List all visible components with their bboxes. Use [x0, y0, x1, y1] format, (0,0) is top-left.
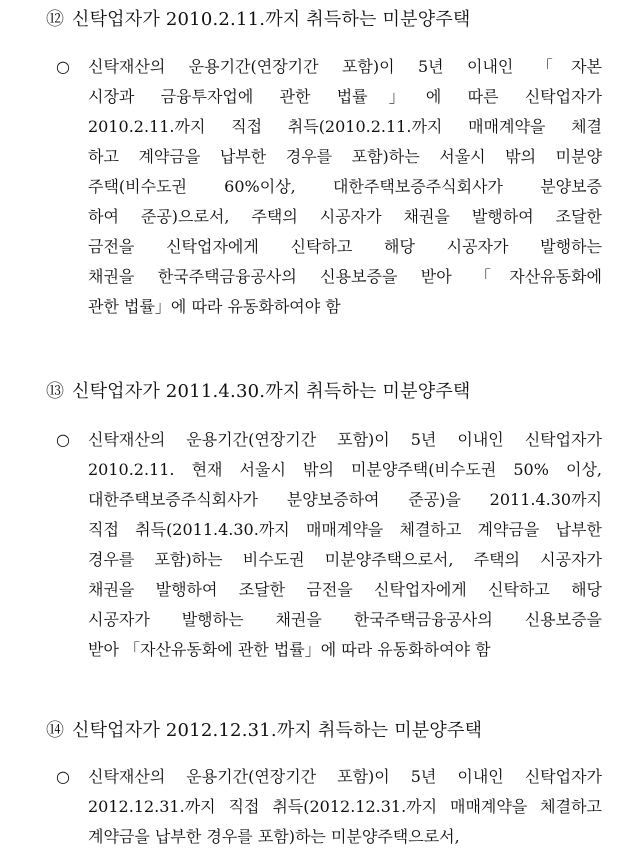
paragraph-line: 채권을 한국주택금융공사의 신용보증을 받아 「자산유동화에 — [88, 267, 602, 286]
paragraph-line: 신탁재산의 운용기간(연장기간 포함)이 5년 이내인 「자본 — [88, 57, 602, 76]
paragraph-line: 채권을 발행하여 조달한 금전을 신탁업자에게 신탁하고 해당 — [88, 580, 602, 599]
bullet-icon: ○ — [56, 430, 70, 449]
paragraph-line: 하여 준공)으로서, 주택의 시공자가 채권을 발행하여 조달한 — [88, 207, 602, 226]
paragraph-line: 받아 「자산유동화에 관한 법률」에 따라 유동화하여야 함 — [88, 640, 491, 659]
section-heading-14 — [46, 720, 482, 742]
section-number: ⑫ — [46, 9, 65, 30]
paragraph-line: 직접 취득(2011.4.30.까지 매매계약을 체결하고 계약금을 납부한 — [88, 520, 602, 539]
section-title: 신탁업자가 2010.2.11.까지 취득하는 미분양주택 — [72, 9, 471, 30]
paragraph-line: 2012.12.31.까지 직접 취득(2012.12.31.까지 매매계약을 체결하고 — [88, 797, 602, 816]
paragraph-line: 하고 계약금을 납부한 경우를 포함)하는 서울시 밖의 미분양 — [88, 147, 602, 166]
section-title: 신탁업자가 2012.12.31.까지 취득하는 미분양주택 — [72, 720, 483, 741]
section-heading-12 — [46, 9, 471, 31]
paragraph-line: 경우를 포함)하는 비수도권 미분양주택으로서, 주택의 시공자가 — [88, 550, 602, 569]
bullet-icon: ○ — [56, 767, 70, 786]
section-paragraph-13 — [88, 425, 602, 665]
section-paragraph-14 — [88, 762, 602, 852]
paragraph-line: 2010.2.11.까지 직접 취득(2010.2.11.까지 매매계약을 체결 — [88, 117, 602, 136]
paragraph-line: 관한 법률」에 따라 유동화하여야 함 — [88, 297, 341, 316]
paragraph-line: 계약금을 납부한 경우를 포함)하는 미분양주택으로서, — [88, 827, 460, 846]
paragraph-line: 신탁재산의 운용기간(연장기간 포함)이 5년 이내인 신탁업자가 — [88, 767, 602, 786]
section-number: ⑭ — [46, 720, 65, 741]
section-heading-13 — [46, 381, 471, 403]
paragraph-line: 금전을 신탁업자에게 신탁하고 해당 시공자가 발행하는 — [88, 237, 602, 256]
section-paragraph-12 — [88, 52, 602, 322]
paragraph-line: 시공자가 발행하는 채권을 한국주택금융공사의 신용보증을 — [88, 610, 602, 629]
paragraph-line: 신탁재산의 운용기간(연장기간 포함)이 5년 이내인 신탁업자가 — [88, 430, 602, 449]
bullet-icon: ○ — [56, 57, 70, 76]
paragraph-line: 주택(비수도권 60%이상, 대한주택보증주식회사가 분양보증 — [88, 177, 602, 196]
section-title: 신탁업자가 2011.4.30.까지 취득하는 미분양주택 — [72, 381, 471, 402]
section-number: ⑬ — [46, 381, 65, 402]
paragraph-line: 2010.2.11. 현재 서울시 밖의 미분양주택(비수도권 50% 이상, — [88, 460, 602, 479]
paragraph-line: 시장과 금융투자업에 관한 법률」에 따른 신탁업자가 — [88, 87, 602, 106]
paragraph-line: 대한주택보증주식회사가 분양보증하여 준공)을 2011.4.30까지 — [88, 490, 602, 509]
